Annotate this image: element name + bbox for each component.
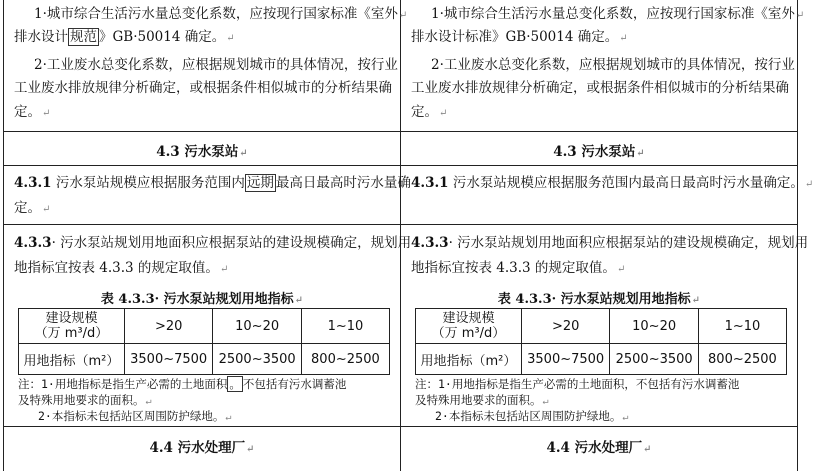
para-2-line-3: 定。↵	[411, 104, 448, 120]
section-heading-4-4: 4.4 污水处理厂↵	[546, 440, 652, 456]
table-caption: 表 4.3.3· 污水泵站规划用地指标↵	[100, 292, 304, 307]
table-header-col-1: >20	[124, 309, 212, 344]
land-use-table	[18, 308, 390, 375]
clause-4-3-3-line-1: 4.3.3· 污水泵站规划用地面积应根据泵站的建设规模确定，规划用	[14, 235, 412, 251]
para-2-line-1: 2·工业废水总变化系数，应根据规划城市的具体情况，按行业	[34, 57, 398, 73]
table-cell: 800~2500	[698, 344, 786, 375]
section-heading-4-4: 4.4 污水处理厂↵	[149, 440, 255, 456]
clause-4-3-3-line-1: 4.3.3· 污水泵站规划用地面积应根据泵站的建设规模确定，规划用	[411, 235, 809, 251]
table-cell: 2500~3500	[213, 344, 301, 375]
para-2-line-2: 工业废水排放规律分析确定，或根据条件相似城市的分析结果确	[14, 80, 392, 96]
table-note-3: 2·本指标未包括站区周围防护绿地。↵	[435, 409, 629, 423]
table-header-scale: 建设规模 （万 m³/d）	[19, 309, 125, 344]
section-heading-4-3: 4.3 污水泵站↵	[553, 144, 645, 160]
table-row-label: 用地指标（m²）	[416, 344, 522, 375]
para-1-line-2: 排水设计标准》GB·50014 确定。↵	[411, 29, 628, 45]
clause-4-3-1-line-2: 定。↵	[14, 200, 51, 216]
table-cell: 2500~3500	[610, 344, 698, 375]
table-note-1: 注：1·用地指标是指生产必需的土地面积，不包括有污水调蓄池	[415, 377, 740, 391]
clause-4-3-1-line-1: 4.3.1 污水泵站规模应根据服务范围内最高日最高时污水量确定。↵	[411, 175, 813, 191]
table-note-1: 注：1·用地指标是指生产必需的土地面积 。 不包括有污水调蓄池	[18, 377, 347, 391]
table-note-3: 2·本指标未包括站区周围防护绿地。↵	[38, 409, 232, 423]
para-2-line-3: 定。↵	[14, 104, 51, 120]
table-header-scale: 建设规模 （万 m³/d）	[416, 309, 522, 344]
revised-word-box: 规范	[70, 29, 97, 45]
para-1-line-1: 1·城市综合生活污水量总变化系数，应按现行国家标准《室外↵	[34, 6, 408, 22]
clause-4-3-3-line-2: 地指标宜按表 4.3.3 的规定取值。↵	[411, 260, 626, 276]
clause-4-3-1-line-1: 4.3.1 污水泵站规模应根据服务范围内 远期 最高日最高时污水量确	[14, 175, 411, 191]
table-header-col-1: >20	[521, 309, 609, 344]
table-header-col-3: 1~10	[301, 309, 389, 344]
table-row-label: 用地指标（m²）	[19, 344, 125, 375]
table-note-2: 及特殊用地要求的面积。↵	[18, 393, 152, 407]
table-cell: 800~2500	[301, 344, 389, 375]
revised-word-box: 远期	[246, 175, 274, 191]
table-cell: 3500~7500	[124, 344, 212, 375]
table-caption: 表 4.3.3· 污水泵站规划用地指标↵	[497, 292, 701, 307]
revised-word-box: 。	[229, 377, 241, 391]
section-heading-4-3: 4.3 污水泵站↵	[156, 144, 248, 160]
table-header-col-2: 10~20	[213, 309, 301, 344]
land-use-table	[415, 308, 787, 375]
left-column	[4, 0, 412, 471]
para-1-line-1: 1·城市综合生活污水量总变化系数，应按现行国家标准《室外↵	[431, 6, 805, 22]
table-note-2: 及特殊用地要求的面积。↵	[415, 393, 549, 407]
para-1-line-2: 排水设计 规范 》GB·50014 确定。↵	[14, 29, 235, 45]
comparison-table	[3, 0, 813, 471]
clause-4-3-3-line-2: 地指标宜按表 4.3.3 的规定取值。↵	[14, 260, 229, 276]
right-column	[401, 0, 813, 471]
table-cell: 3500~7500	[521, 344, 609, 375]
table-header-col-2: 10~20	[610, 309, 698, 344]
para-2-line-2: 工业废水排放规律分析确定，或根据条件相似城市的分析结果确	[411, 80, 789, 96]
table-header-col-3: 1~10	[698, 309, 786, 344]
para-2-line-1: 2·工业废水总变化系数，应根据规划城市的具体情况，按行业	[431, 57, 795, 73]
